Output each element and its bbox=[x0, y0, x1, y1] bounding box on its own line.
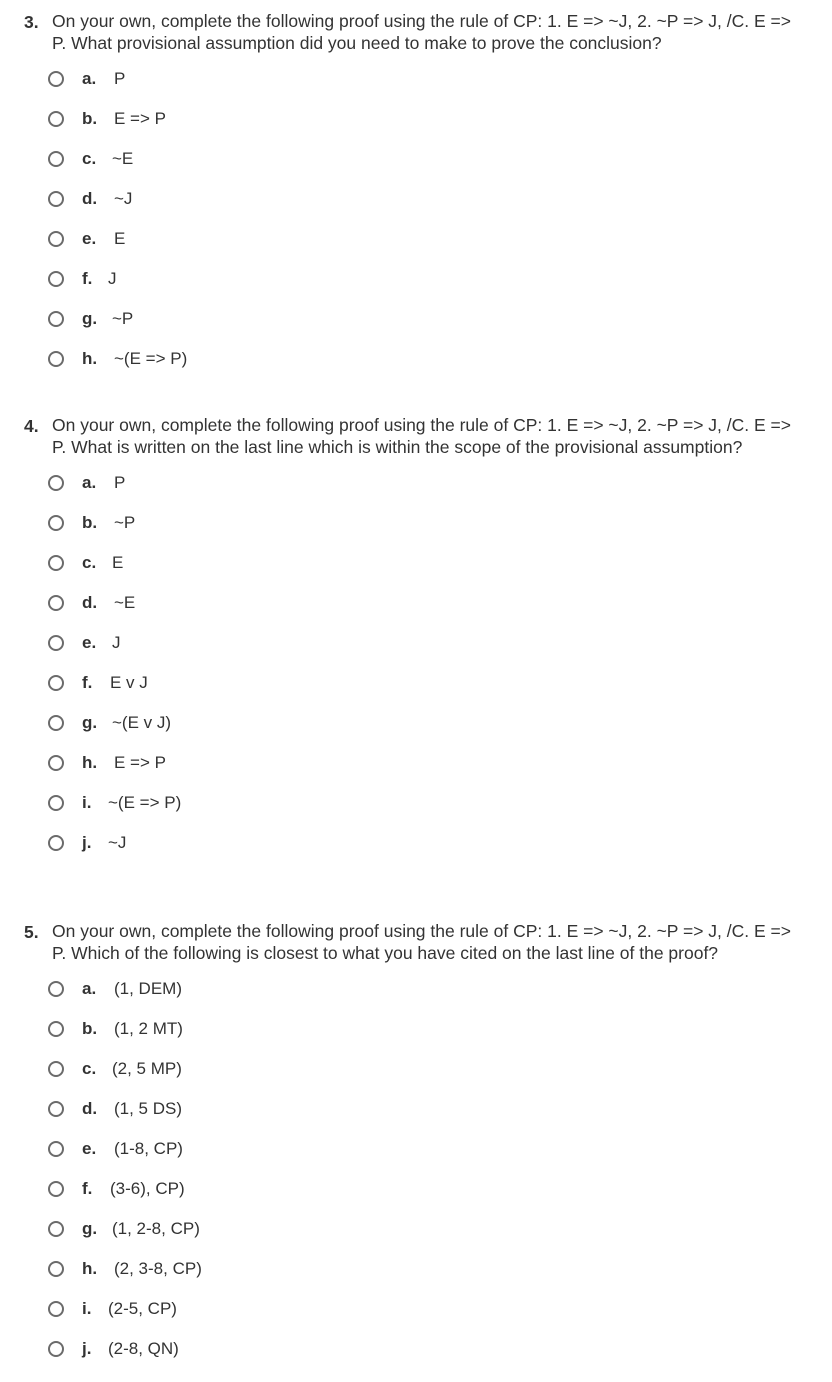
radio-button[interactable] bbox=[48, 311, 64, 327]
option-letter: e. bbox=[82, 633, 97, 652]
option-a[interactable] bbox=[0, 59, 832, 99]
option-d[interactable] bbox=[0, 1089, 832, 1129]
question-prompt bbox=[0, 10, 832, 54]
answer-options bbox=[0, 969, 832, 1369]
option-h[interactable] bbox=[0, 743, 832, 783]
question-text: On your own, complete the following proof using the rule of CP: 1. E => ~J, 2. ~P => J, /C. E => P. Which of the following is closest to what you have cited on the last line of the proof? bbox=[52, 921, 791, 963]
option-g[interactable] bbox=[0, 703, 832, 743]
option-text: ~(E v J) bbox=[112, 713, 172, 732]
option-letter: d. bbox=[82, 189, 98, 208]
radio-button[interactable] bbox=[48, 351, 64, 367]
option-i[interactable] bbox=[0, 1289, 832, 1329]
option-letter: h. bbox=[82, 753, 98, 772]
question-4 bbox=[0, 414, 832, 863]
option-c[interactable] bbox=[0, 1049, 832, 1089]
radio-button[interactable] bbox=[48, 1021, 64, 1037]
option-letter: b. bbox=[82, 109, 98, 128]
option-text: E bbox=[114, 229, 126, 248]
answer-options bbox=[0, 59, 832, 379]
answer-options bbox=[0, 463, 832, 863]
option-text: (1, 2-8, CP) bbox=[112, 1219, 200, 1238]
option-text: E => P bbox=[114, 109, 166, 128]
option-letter: a. bbox=[82, 979, 97, 998]
question-prompt bbox=[0, 920, 832, 964]
option-letter: b. bbox=[82, 1019, 98, 1038]
option-text: E bbox=[112, 553, 124, 572]
option-f[interactable] bbox=[0, 1169, 832, 1209]
radio-button[interactable] bbox=[48, 71, 64, 87]
option-letter: i. bbox=[82, 793, 92, 812]
radio-button[interactable] bbox=[48, 271, 64, 287]
option-j[interactable] bbox=[0, 823, 832, 863]
radio-button[interactable] bbox=[48, 835, 64, 851]
option-a[interactable] bbox=[0, 463, 832, 503]
option-letter: a. bbox=[82, 473, 97, 492]
option-letter: e. bbox=[82, 229, 97, 248]
radio-button[interactable] bbox=[48, 151, 64, 167]
radio-button[interactable] bbox=[48, 595, 64, 611]
option-g[interactable] bbox=[0, 1209, 832, 1249]
radio-button[interactable] bbox=[48, 111, 64, 127]
option-text: (2, 5 MP) bbox=[112, 1059, 182, 1078]
option-letter: h. bbox=[82, 349, 98, 368]
question-3 bbox=[0, 10, 832, 379]
option-text: ~(E => P) bbox=[114, 349, 188, 368]
option-letter: a. bbox=[82, 69, 97, 88]
option-text: ~(E => P) bbox=[108, 793, 182, 812]
radio-button[interactable] bbox=[48, 1101, 64, 1117]
option-text: ~E bbox=[112, 149, 134, 168]
radio-button[interactable] bbox=[48, 675, 64, 691]
question-number: 4. bbox=[24, 416, 39, 436]
option-f[interactable] bbox=[0, 259, 832, 299]
radio-button[interactable] bbox=[48, 1261, 64, 1277]
option-c[interactable] bbox=[0, 139, 832, 179]
option-text: E => P bbox=[114, 753, 166, 772]
option-letter: f. bbox=[82, 269, 93, 288]
option-text: P bbox=[114, 473, 126, 492]
option-text: ~P bbox=[112, 309, 134, 328]
option-letter: b. bbox=[82, 513, 98, 532]
option-text: (1, 2 MT) bbox=[114, 1019, 183, 1038]
option-a[interactable] bbox=[0, 969, 832, 1009]
option-e[interactable] bbox=[0, 219, 832, 259]
option-letter: c. bbox=[82, 553, 97, 572]
option-letter: d. bbox=[82, 593, 98, 612]
radio-button[interactable] bbox=[48, 1181, 64, 1197]
question-text: On your own, complete the following proof using the rule of CP: 1. E => ~J, 2. ~P => J, /C. E => P. What is written on the last line which is within the scope of the provisional assumption? bbox=[52, 415, 791, 457]
option-letter: e. bbox=[82, 1139, 97, 1158]
radio-button[interactable] bbox=[48, 1141, 64, 1157]
option-text: ~P bbox=[114, 513, 136, 532]
option-text: (2, 3-8, CP) bbox=[114, 1259, 202, 1278]
question-text: On your own, complete the following proof using the rule of CP: 1. E => ~J, 2. ~P => J, /C. E => P. What provisional assumption did you need to make to prove the conclusion? bbox=[52, 11, 791, 53]
radio-button[interactable] bbox=[48, 231, 64, 247]
option-text: ~E bbox=[114, 593, 136, 612]
option-text: J bbox=[112, 633, 121, 652]
option-letter: j. bbox=[82, 833, 92, 852]
option-letter: j. bbox=[82, 1339, 92, 1358]
option-letter: i. bbox=[82, 1299, 92, 1318]
option-letter: d. bbox=[82, 1099, 98, 1118]
option-i[interactable] bbox=[0, 783, 832, 823]
radio-button[interactable] bbox=[48, 1221, 64, 1237]
radio-button[interactable] bbox=[48, 1061, 64, 1077]
radio-button[interactable] bbox=[48, 475, 64, 491]
radio-button[interactable] bbox=[48, 555, 64, 571]
option-d[interactable] bbox=[0, 583, 832, 623]
radio-button[interactable] bbox=[48, 715, 64, 731]
option-g[interactable] bbox=[0, 299, 832, 339]
option-b[interactable] bbox=[0, 1009, 832, 1049]
radio-button[interactable] bbox=[48, 981, 64, 997]
option-e[interactable] bbox=[0, 1129, 832, 1169]
radio-button[interactable] bbox=[48, 635, 64, 651]
radio-button[interactable] bbox=[48, 191, 64, 207]
option-text: (2-8, QN) bbox=[108, 1339, 179, 1358]
option-f[interactable] bbox=[0, 663, 832, 703]
option-text: P bbox=[114, 69, 126, 88]
option-letter: f. bbox=[82, 673, 93, 692]
question-number: 5. bbox=[24, 922, 39, 942]
option-d[interactable] bbox=[0, 179, 832, 219]
question-number: 3. bbox=[24, 12, 39, 32]
option-j[interactable] bbox=[0, 1329, 832, 1369]
option-text: E v J bbox=[110, 673, 148, 692]
option-letter: f. bbox=[82, 1179, 93, 1198]
option-letter: g. bbox=[82, 713, 98, 732]
radio-button[interactable] bbox=[48, 755, 64, 771]
question-5 bbox=[0, 920, 832, 1369]
option-text: (1-8, CP) bbox=[114, 1139, 183, 1158]
option-letter: c. bbox=[82, 1059, 97, 1078]
option-b[interactable] bbox=[0, 503, 832, 543]
option-letter: h. bbox=[82, 1259, 98, 1278]
option-b[interactable] bbox=[0, 99, 832, 139]
option-letter: g. bbox=[82, 309, 98, 328]
option-text: (1, DEM) bbox=[114, 979, 182, 998]
radio-button[interactable] bbox=[48, 1341, 64, 1357]
option-h[interactable] bbox=[0, 1249, 832, 1289]
radio-button[interactable] bbox=[48, 515, 64, 531]
question-prompt bbox=[0, 414, 832, 458]
option-text: (1, 5 DS) bbox=[114, 1099, 183, 1118]
option-h[interactable] bbox=[0, 339, 832, 379]
option-text: (2-5, CP) bbox=[108, 1299, 177, 1318]
option-text: ~J bbox=[114, 189, 133, 208]
radio-button[interactable] bbox=[48, 1301, 64, 1317]
radio-button[interactable] bbox=[48, 795, 64, 811]
option-e[interactable] bbox=[0, 623, 832, 663]
option-text: J bbox=[108, 269, 117, 288]
option-text: (3-6), CP) bbox=[110, 1179, 185, 1198]
option-letter: c. bbox=[82, 149, 97, 168]
option-text: ~J bbox=[108, 833, 127, 852]
option-c[interactable] bbox=[0, 543, 832, 583]
option-letter: g. bbox=[82, 1219, 98, 1238]
